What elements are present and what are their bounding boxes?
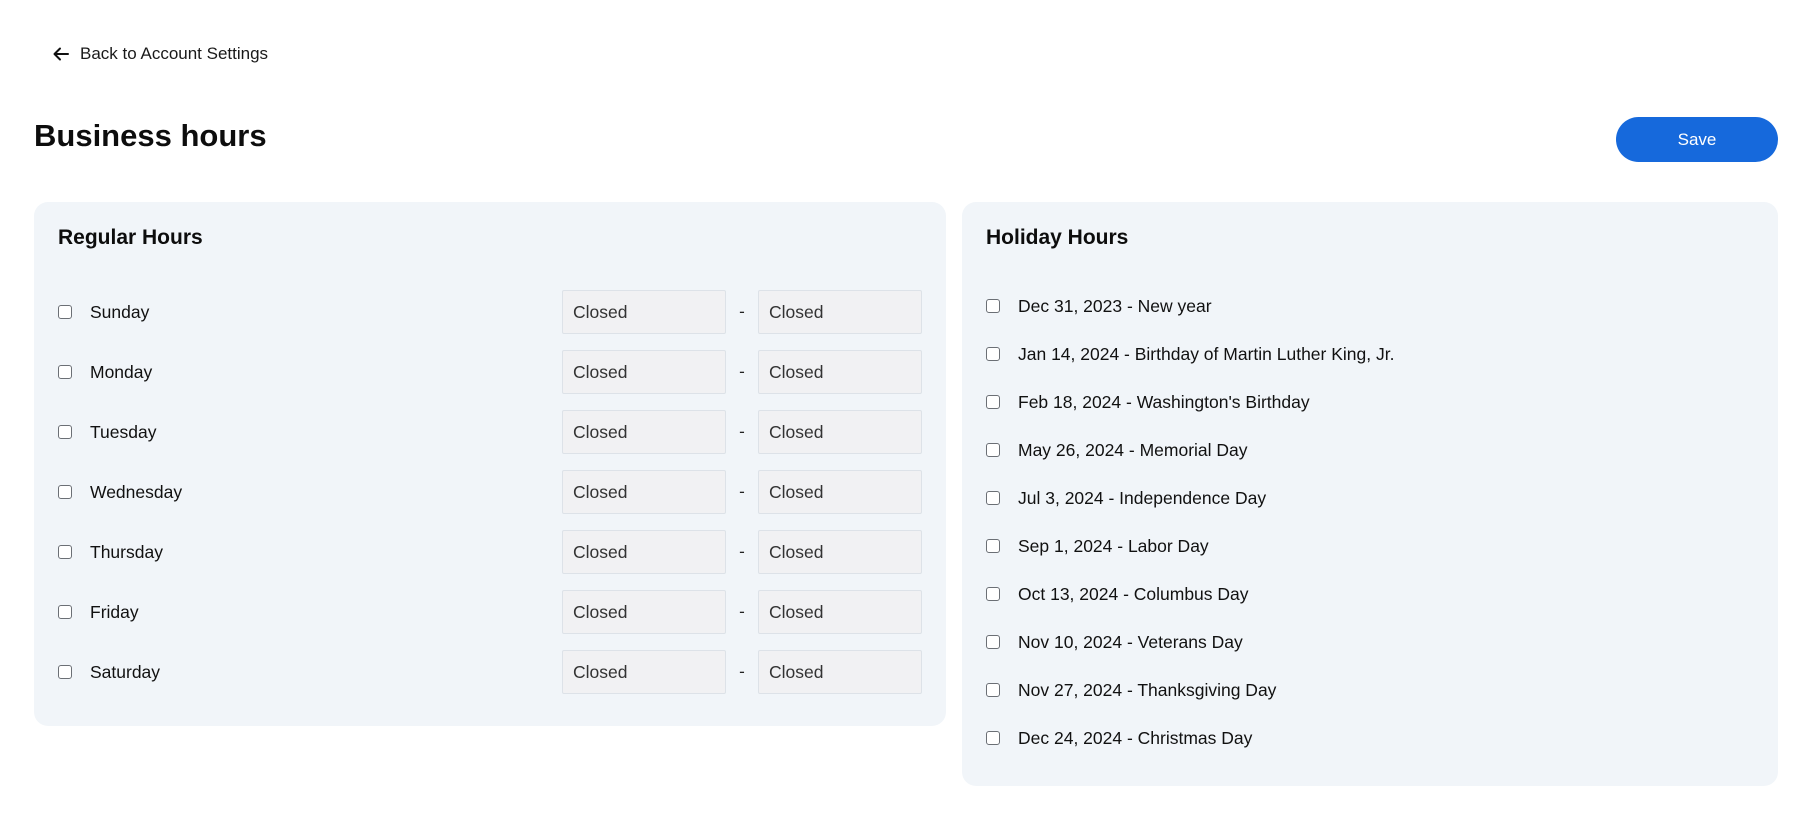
open-time-field-monday[interactable]: Closed bbox=[562, 350, 726, 394]
holiday-row bbox=[986, 628, 1243, 656]
save-button[interactable]: Save bbox=[1616, 117, 1778, 162]
day-label: Monday bbox=[90, 361, 153, 382]
holiday-label: Oct 13, 2024 - Columbus Day bbox=[1018, 583, 1249, 604]
regular-hours-title: Regular Hours bbox=[58, 226, 203, 249]
holiday-row bbox=[986, 388, 1310, 416]
close-time-field-friday[interactable]: Closed bbox=[758, 590, 922, 634]
holiday-checkbox[interactable] bbox=[986, 731, 1000, 745]
day-row-wednesday bbox=[58, 470, 922, 514]
back-link-label: Back to Account Settings bbox=[80, 44, 269, 63]
close-time-field-tuesday[interactable]: Closed bbox=[758, 410, 922, 454]
holiday-checkbox[interactable] bbox=[986, 587, 1000, 601]
holiday-checkbox[interactable] bbox=[986, 347, 1000, 361]
day-row-sunday bbox=[58, 290, 922, 334]
day-checkbox-sunday[interactable] bbox=[58, 305, 72, 319]
holiday-label: Feb 18, 2024 - Washington's Birthday bbox=[1018, 391, 1310, 412]
holiday-row bbox=[986, 580, 1249, 608]
day-checkbox-wednesday[interactable] bbox=[58, 485, 72, 499]
holiday-label: Dec 24, 2024 - Christmas Day bbox=[1018, 727, 1253, 748]
holiday-label: Nov 10, 2024 - Veterans Day bbox=[1018, 631, 1243, 652]
holiday-label: May 26, 2024 - Memorial Day bbox=[1018, 439, 1248, 460]
open-time-field-thursday[interactable]: Closed bbox=[562, 530, 726, 574]
time-separator: - bbox=[739, 422, 745, 441]
holiday-row bbox=[986, 724, 1252, 752]
holiday-row bbox=[986, 292, 1212, 320]
holiday-label: Jan 14, 2024 - Birthday of Martin Luther King, Jr. bbox=[1018, 343, 1395, 364]
holiday-checkbox[interactable] bbox=[986, 539, 1000, 553]
holiday-row bbox=[986, 484, 1266, 512]
time-separator: - bbox=[739, 302, 745, 321]
open-time-field-tuesday[interactable]: Closed bbox=[562, 410, 726, 454]
time-separator: - bbox=[739, 482, 745, 501]
holiday-row bbox=[986, 340, 1394, 368]
holiday-label: Jul 3, 2024 - Independence Day bbox=[1018, 487, 1267, 508]
holiday-label: Sep 1, 2024 - Labor Day bbox=[1018, 535, 1209, 556]
day-row-thursday bbox=[58, 530, 922, 574]
holiday-checkbox[interactable] bbox=[986, 635, 1000, 649]
holiday-checkbox[interactable] bbox=[986, 683, 1000, 697]
time-separator: - bbox=[739, 542, 745, 561]
day-checkbox-thursday[interactable] bbox=[58, 545, 72, 559]
day-checkbox-tuesday[interactable] bbox=[58, 425, 72, 439]
regular-hours-card bbox=[34, 202, 946, 726]
open-time-field-sunday[interactable]: Closed bbox=[562, 290, 726, 334]
holiday-checkbox[interactable] bbox=[986, 299, 1000, 313]
time-separator: - bbox=[739, 602, 745, 621]
day-row-monday bbox=[58, 350, 922, 394]
holiday-label: Dec 31, 2023 - New year bbox=[1018, 295, 1212, 316]
holiday-checkbox[interactable] bbox=[986, 491, 1000, 505]
holiday-row bbox=[986, 436, 1248, 464]
open-time-field-wednesday[interactable]: Closed bbox=[562, 470, 726, 514]
close-time-field-wednesday[interactable]: Closed bbox=[758, 470, 922, 514]
day-label: Sunday bbox=[90, 301, 150, 322]
holiday-checkbox[interactable] bbox=[986, 443, 1000, 457]
day-label: Thursday bbox=[90, 541, 163, 562]
open-time-field-friday[interactable]: Closed bbox=[562, 590, 726, 634]
close-time-field-saturday[interactable]: Closed bbox=[758, 650, 922, 694]
day-label: Saturday bbox=[90, 661, 161, 682]
day-label: Tuesday bbox=[90, 421, 157, 442]
open-time-field-saturday[interactable]: Closed bbox=[562, 650, 726, 694]
day-label: Wednesday bbox=[90, 481, 183, 502]
holiday-checkbox[interactable] bbox=[986, 395, 1000, 409]
arrow-left-icon bbox=[52, 45, 70, 63]
close-time-field-sunday[interactable]: Closed bbox=[758, 290, 922, 334]
time-separator: - bbox=[739, 362, 745, 381]
close-time-field-thursday[interactable]: Closed bbox=[758, 530, 922, 574]
holiday-hours-title: Holiday Hours bbox=[986, 226, 1129, 249]
holiday-hours-card bbox=[962, 202, 1778, 786]
day-label: Friday bbox=[90, 601, 139, 622]
holiday-row bbox=[986, 532, 1209, 560]
page-title: Business hours bbox=[34, 118, 267, 153]
holiday-row bbox=[986, 676, 1276, 704]
holiday-label: Nov 27, 2024 - Thanksgiving Day bbox=[1018, 679, 1277, 700]
close-time-field-monday[interactable]: Closed bbox=[758, 350, 922, 394]
day-row-tuesday bbox=[58, 410, 922, 454]
time-separator: - bbox=[739, 662, 745, 681]
day-checkbox-monday[interactable] bbox=[58, 365, 72, 379]
day-checkbox-friday[interactable] bbox=[58, 605, 72, 619]
day-row-friday bbox=[58, 590, 922, 634]
back-to-account-settings-link[interactable] bbox=[52, 44, 268, 64]
day-row-saturday bbox=[58, 650, 922, 694]
day-checkbox-saturday[interactable] bbox=[58, 665, 72, 679]
